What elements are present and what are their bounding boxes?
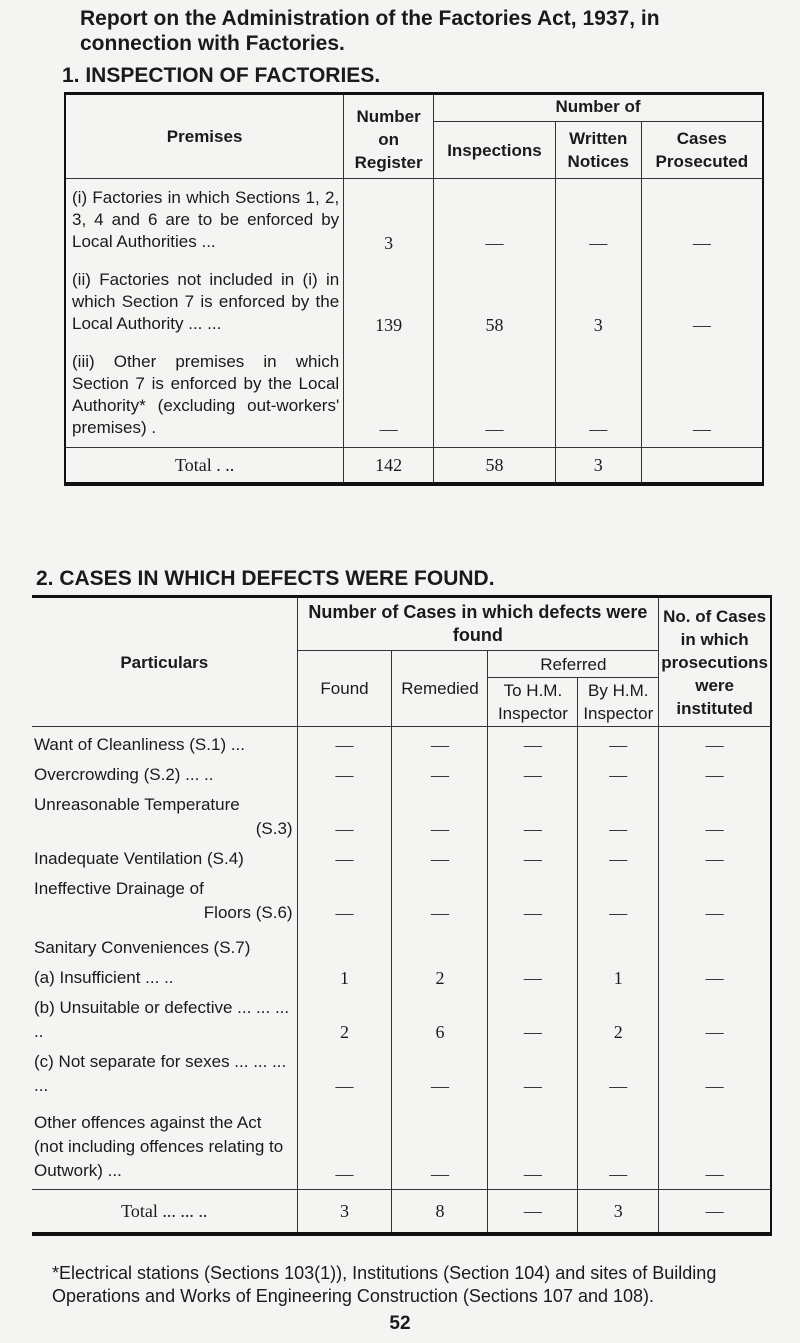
premises-label: (ii) Factories not included in (i) in which Section 7 is enforced by the Local Authority ... ... bbox=[72, 270, 340, 333]
total-register: 142 bbox=[344, 448, 434, 485]
particular-label: Overcrowding (S.2) ... .. bbox=[34, 765, 214, 784]
found-value: — bbox=[297, 1101, 392, 1190]
remedied-value: — bbox=[392, 1047, 488, 1101]
total-label: Total ... ... .. bbox=[32, 1190, 297, 1235]
prosecutions-value: — bbox=[659, 790, 771, 844]
sanitary-conveniences-label: Sanitary Conveniences (S.7) bbox=[34, 938, 251, 957]
particular-label-line2: Floors (S.6) bbox=[203, 903, 293, 922]
table-row bbox=[32, 760, 771, 790]
table-row bbox=[32, 1101, 771, 1190]
register-header: Number on Register bbox=[344, 94, 434, 179]
referred-header: Referred bbox=[488, 651, 659, 678]
prosecutions-value: — bbox=[659, 727, 771, 761]
to-hm-value: — bbox=[488, 963, 578, 993]
prosecutions-value: — bbox=[659, 760, 771, 790]
particular-label: (b) Unsuitable or defective ... ... ... .. bbox=[34, 998, 290, 1041]
found-value: — bbox=[297, 1047, 392, 1101]
footnote: *Electrical stations (Sections 103(1)), Institutions (Section 104) and sites of Building Operations and Works of Engineering Construction (Sections 107 and 108). bbox=[52, 1263, 717, 1306]
prosecuted-value: — bbox=[641, 343, 763, 448]
to-hm-value: — bbox=[488, 993, 578, 1047]
remedied-value: — bbox=[392, 727, 488, 761]
particular-label: Want of Cleanliness (S.1) ... bbox=[34, 735, 246, 754]
particular-label-line1: Unreasonable Temperature bbox=[34, 795, 240, 814]
particulars-header: Particulars bbox=[32, 597, 297, 727]
by-hm-value: — bbox=[578, 727, 659, 761]
total-row bbox=[32, 1190, 771, 1235]
prosecutions-header: No. of Cases in which prosecutions were instituted bbox=[659, 597, 771, 727]
found-value: 1 bbox=[297, 963, 392, 993]
inspection-table bbox=[64, 92, 764, 486]
particular-label bbox=[32, 790, 297, 844]
by-hm-value: 1 bbox=[578, 963, 659, 993]
inspections-value: 58 bbox=[434, 261, 556, 343]
by-hm-inspector-header: By H.M. Inspector bbox=[578, 678, 659, 727]
premises-header: Premises bbox=[65, 94, 344, 179]
table-row bbox=[65, 343, 763, 448]
to-hm-value: — bbox=[488, 727, 578, 761]
prosecutions-value: — bbox=[659, 1101, 771, 1190]
register-value: 3 bbox=[344, 179, 434, 262]
notices-value: — bbox=[555, 343, 641, 448]
particular-label-line1: Ineffective Drainage of bbox=[34, 879, 204, 898]
by-hm-value: 2 bbox=[578, 993, 659, 1047]
notices-value: — bbox=[555, 179, 641, 262]
total-by-hm: 3 bbox=[578, 1190, 659, 1235]
table-row bbox=[32, 790, 771, 844]
found-value: — bbox=[297, 727, 392, 761]
written-notices-header: Written Notices bbox=[555, 122, 641, 179]
remedied-value: — bbox=[392, 1101, 488, 1190]
report-title: Report on the Administration of the Factories Act, 1937, in connection with Factories. bbox=[80, 7, 660, 55]
particular-label bbox=[32, 874, 297, 928]
by-hm-value: — bbox=[578, 1101, 659, 1190]
table-row bbox=[32, 1047, 771, 1101]
section-1-heading: 1. INSPECTION OF FACTORIES. bbox=[62, 64, 381, 87]
found-value: — bbox=[297, 844, 392, 874]
prosecutions-value: — bbox=[659, 963, 771, 993]
total-notices: 3 bbox=[555, 448, 641, 485]
particular-label-line2: (S.3) bbox=[255, 819, 293, 838]
particular-label: (a) Insufficient ... .. bbox=[34, 968, 174, 987]
table-row bbox=[32, 727, 771, 761]
number-of-cases-header: Number of Cases in which defects were found bbox=[297, 597, 659, 651]
number-of-header: Number of bbox=[434, 94, 763, 122]
register-value: 139 bbox=[344, 261, 434, 343]
to-hm-value: — bbox=[488, 844, 578, 874]
total-remedied: 8 bbox=[392, 1190, 488, 1235]
table-row bbox=[32, 963, 771, 993]
found-value: — bbox=[297, 760, 392, 790]
remedied-value: — bbox=[392, 874, 488, 928]
prosecuted-value: — bbox=[641, 179, 763, 262]
found-value: — bbox=[297, 790, 392, 844]
remedied-value: — bbox=[392, 790, 488, 844]
total-row bbox=[65, 448, 763, 485]
prosecutions-value: — bbox=[659, 874, 771, 928]
inspections-value: — bbox=[434, 343, 556, 448]
total-inspections: 58 bbox=[434, 448, 556, 485]
table-row bbox=[65, 261, 763, 343]
remedied-value: 6 bbox=[392, 993, 488, 1047]
total-found: 3 bbox=[297, 1190, 392, 1235]
by-hm-value: — bbox=[578, 844, 659, 874]
remedied-value: — bbox=[392, 760, 488, 790]
prosecutions-value: — bbox=[659, 993, 771, 1047]
to-hm-value: — bbox=[488, 1047, 578, 1101]
inspections-header: Inspections bbox=[434, 122, 556, 179]
prosecutions-value: — bbox=[659, 844, 771, 874]
table-row bbox=[32, 844, 771, 874]
total-prosecuted bbox=[641, 448, 763, 485]
premises-label: (i) Factories in which Sections 1, 2, 3, 4 and 6 are to be enforced by Local Authorities ... bbox=[72, 188, 340, 251]
by-hm-value: — bbox=[578, 790, 659, 844]
to-hm-value: — bbox=[488, 874, 578, 928]
by-hm-value: — bbox=[578, 874, 659, 928]
to-hm-value: — bbox=[488, 1101, 578, 1190]
table-row bbox=[65, 179, 763, 262]
table-row bbox=[32, 993, 771, 1047]
remedied-value: 2 bbox=[392, 963, 488, 993]
found-value: 2 bbox=[297, 993, 392, 1047]
by-hm-value: — bbox=[578, 1047, 659, 1101]
particular-label: Other offences against the Act (not including offences relating to Outwork) ... bbox=[34, 1113, 284, 1180]
to-hm-value: — bbox=[488, 760, 578, 790]
particular-label: (c) Not separate for sexes ... ... ... ... bbox=[34, 1052, 287, 1095]
total-to-hm: — bbox=[488, 1190, 578, 1235]
inspections-value: — bbox=[434, 179, 556, 262]
prosecutions-value: — bbox=[659, 1047, 771, 1101]
total-label: Total . .. bbox=[65, 448, 344, 485]
prosecuted-value: — bbox=[641, 261, 763, 343]
to-hm-inspector-header: To H.M. Inspector bbox=[488, 678, 578, 727]
to-hm-value: — bbox=[488, 790, 578, 844]
premises-label: (iii) Other premises in which Section 7 is enforced by the Local Authority* (excluding out-workers' premises) . bbox=[72, 352, 340, 437]
page-number: 52 bbox=[389, 1313, 411, 1334]
by-hm-value: — bbox=[578, 760, 659, 790]
section-2-heading: 2. CASES IN WHICH DEFECTS WERE FOUND. bbox=[36, 567, 495, 590]
remedied-header: Remedied bbox=[392, 651, 488, 727]
notices-value: 3 bbox=[555, 261, 641, 343]
register-value: — bbox=[344, 343, 434, 448]
remedied-value: — bbox=[392, 844, 488, 874]
cases-prosecuted-header: Cases Prosecuted bbox=[641, 122, 763, 179]
total-prosecutions: — bbox=[659, 1190, 771, 1235]
found-value: — bbox=[297, 874, 392, 928]
particular-label: Inadequate Ventilation (S.4) bbox=[34, 849, 244, 868]
table-row bbox=[32, 874, 771, 928]
defects-table bbox=[32, 595, 772, 1236]
table-row bbox=[32, 928, 771, 963]
found-header: Found bbox=[297, 651, 392, 727]
